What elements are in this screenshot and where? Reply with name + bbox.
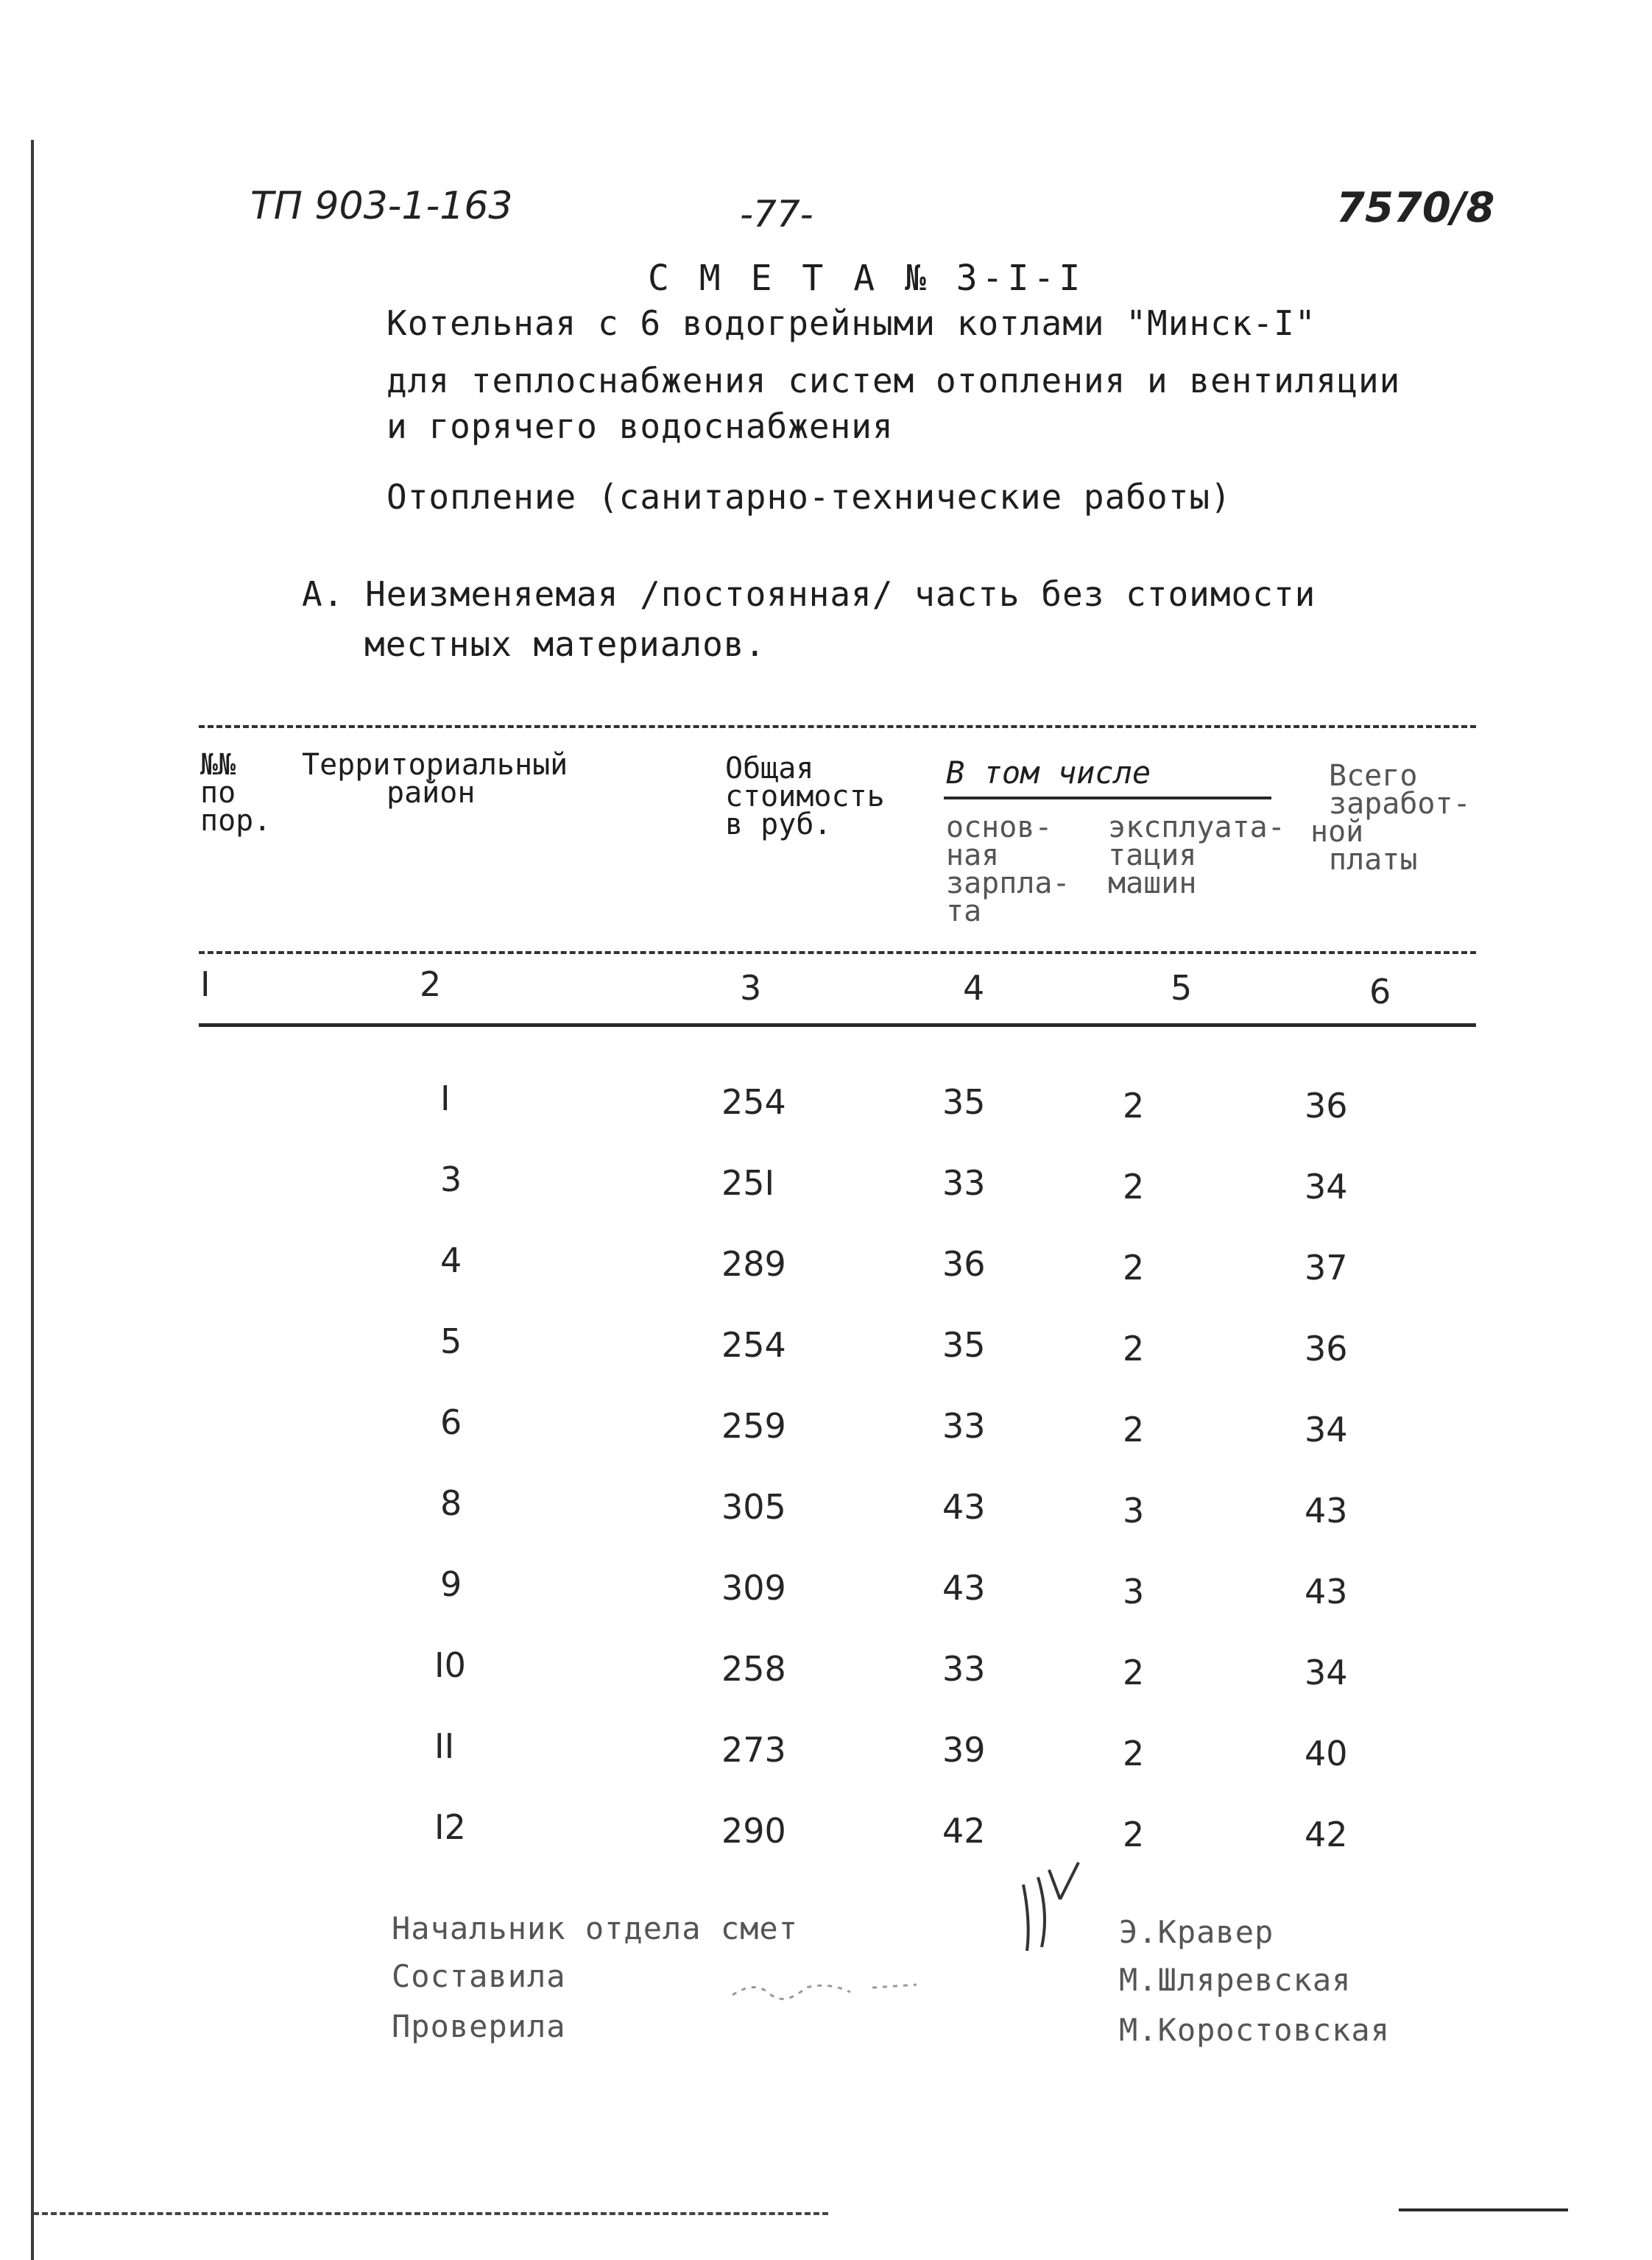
machine-cost-cell: 3 [1123,1491,1145,1530]
district-cell: 6 [440,1402,462,1442]
header-group-including: В том числе [946,755,1151,791]
total-wage-cell: 37 [1305,1248,1348,1288]
total-wage-cell: 43 [1305,1491,1348,1530]
sheet-code: 7570/8 [1336,184,1495,232]
total-wage-cell: 40 [1305,1734,1348,1773]
base-wage-cell: 42 [942,1811,986,1851]
column-number-2: 2 [420,964,442,1004]
district-cell: 8 [440,1483,462,1523]
column-number-5: 5 [1171,968,1193,1008]
machine-cost-cell: 2 [1123,1653,1145,1692]
base-wage-cell: 33 [942,1649,986,1689]
total-wage-cell: 42 [1305,1815,1348,1854]
total-cost-cell: 290 [721,1811,786,1851]
district-cell: II [434,1726,455,1766]
header-bottom-rule [199,951,1476,954]
signature-name: Э.Кравер [1119,1914,1274,1950]
machine-cost-cell: 2 [1123,1167,1145,1207]
base-wage-cell: 33 [942,1163,986,1203]
base-wage-cell: 35 [942,1325,986,1365]
header-machine-operation: эксплуата- тация машин [1108,811,1285,900]
signature-role: Проверила [392,2008,566,2044]
machine-cost-cell: 2 [1123,1734,1145,1773]
district-cell: I0 [434,1645,466,1685]
table-top-rule [199,725,1476,728]
base-wage-cell: 43 [942,1568,986,1608]
total-cost-cell: 25I [721,1163,775,1203]
total-cost-cell: 258 [721,1649,786,1689]
page-bottom-rule [33,2212,828,2215]
signature-name: М.Коростовская [1119,2012,1391,2048]
column-number-1: I [200,964,211,1004]
machine-cost-cell: 2 [1123,1329,1145,1369]
base-wage-cell: 33 [942,1406,986,1446]
part-a-line-1: А. Неизменяемая /постоянная/ часть без стоимости [302,574,1316,614]
header-district: Территориальный район [302,748,568,810]
district-cell: 5 [440,1321,462,1361]
faint-signature [725,1966,931,2010]
base-wage-cell: 39 [942,1730,986,1770]
total-cost-cell: 254 [721,1325,786,1365]
document-code: ТП 903-1-163 [250,184,513,228]
header-total-wage: Всего заработ- ной платы [1310,759,1471,877]
left-margin-line [31,140,34,2260]
header-total-cost: Общая стоимость в руб. [725,752,885,841]
total-cost-cell: 254 [721,1082,786,1122]
total-wage-cell: 34 [1305,1167,1348,1207]
column-number-6: 6 [1369,972,1391,1011]
signature-name: М.Шляревская [1119,1962,1352,1998]
header-base-wage: основ- ная зарпла- та [946,811,1070,928]
district-cell: 9 [440,1564,462,1604]
total-cost-cell: 289 [721,1244,786,1284]
machine-cost-cell: 2 [1123,1086,1145,1126]
machine-cost-cell: 2 [1123,1410,1145,1449]
machine-cost-cell: 2 [1123,1248,1145,1288]
part-a-line-2: местных материалов. [364,624,766,664]
total-cost-cell: 309 [721,1568,786,1608]
section-title: Отопление (санитарно-технические работы) [386,477,1232,517]
base-wage-cell: 43 [942,1487,986,1527]
table-body-top-rule [199,1023,1476,1027]
total-cost-cell: 259 [721,1406,786,1446]
district-cell: I [440,1078,451,1118]
total-wage-cell: 36 [1305,1329,1348,1369]
subtitle-line-3: и горячего водоснабжения [386,406,894,446]
subtitle-line-2: для теплоснабжения систем отопления и вентиляции [386,361,1401,400]
handwritten-signature [1009,1855,1097,1966]
estimate-title: С М Е Т А № 3-I-I [648,258,1085,299]
total-cost-cell: 305 [721,1487,786,1527]
base-wage-cell: 35 [942,1082,986,1122]
page-number: -77- [740,193,813,236]
total-wage-cell: 36 [1305,1086,1348,1126]
signature-role: Составила [392,1958,566,1994]
district-cell: I2 [434,1807,466,1847]
total-wage-cell: 34 [1305,1410,1348,1449]
column-number-3: 3 [740,968,762,1008]
total-wage-cell: 43 [1305,1572,1348,1611]
district-cell: 3 [440,1159,462,1199]
column-number-4: 4 [963,968,985,1008]
machine-cost-cell: 3 [1123,1572,1145,1611]
district-cell: 4 [440,1240,462,1280]
total-wage-cell: 34 [1305,1653,1348,1692]
subtitle-line-1: Котельная с 6 водогрейными котлами "Минск-I" [386,303,1316,343]
base-wage-cell: 36 [942,1244,986,1284]
signature-role: Начальник отдела смет [392,1910,799,1946]
header-number: №№ по пор. [200,748,272,838]
machine-cost-cell: 2 [1123,1815,1145,1854]
total-cost-cell: 273 [721,1730,786,1770]
page-bottom-rule-right [1399,2208,1568,2211]
header-group-underline [944,797,1271,799]
